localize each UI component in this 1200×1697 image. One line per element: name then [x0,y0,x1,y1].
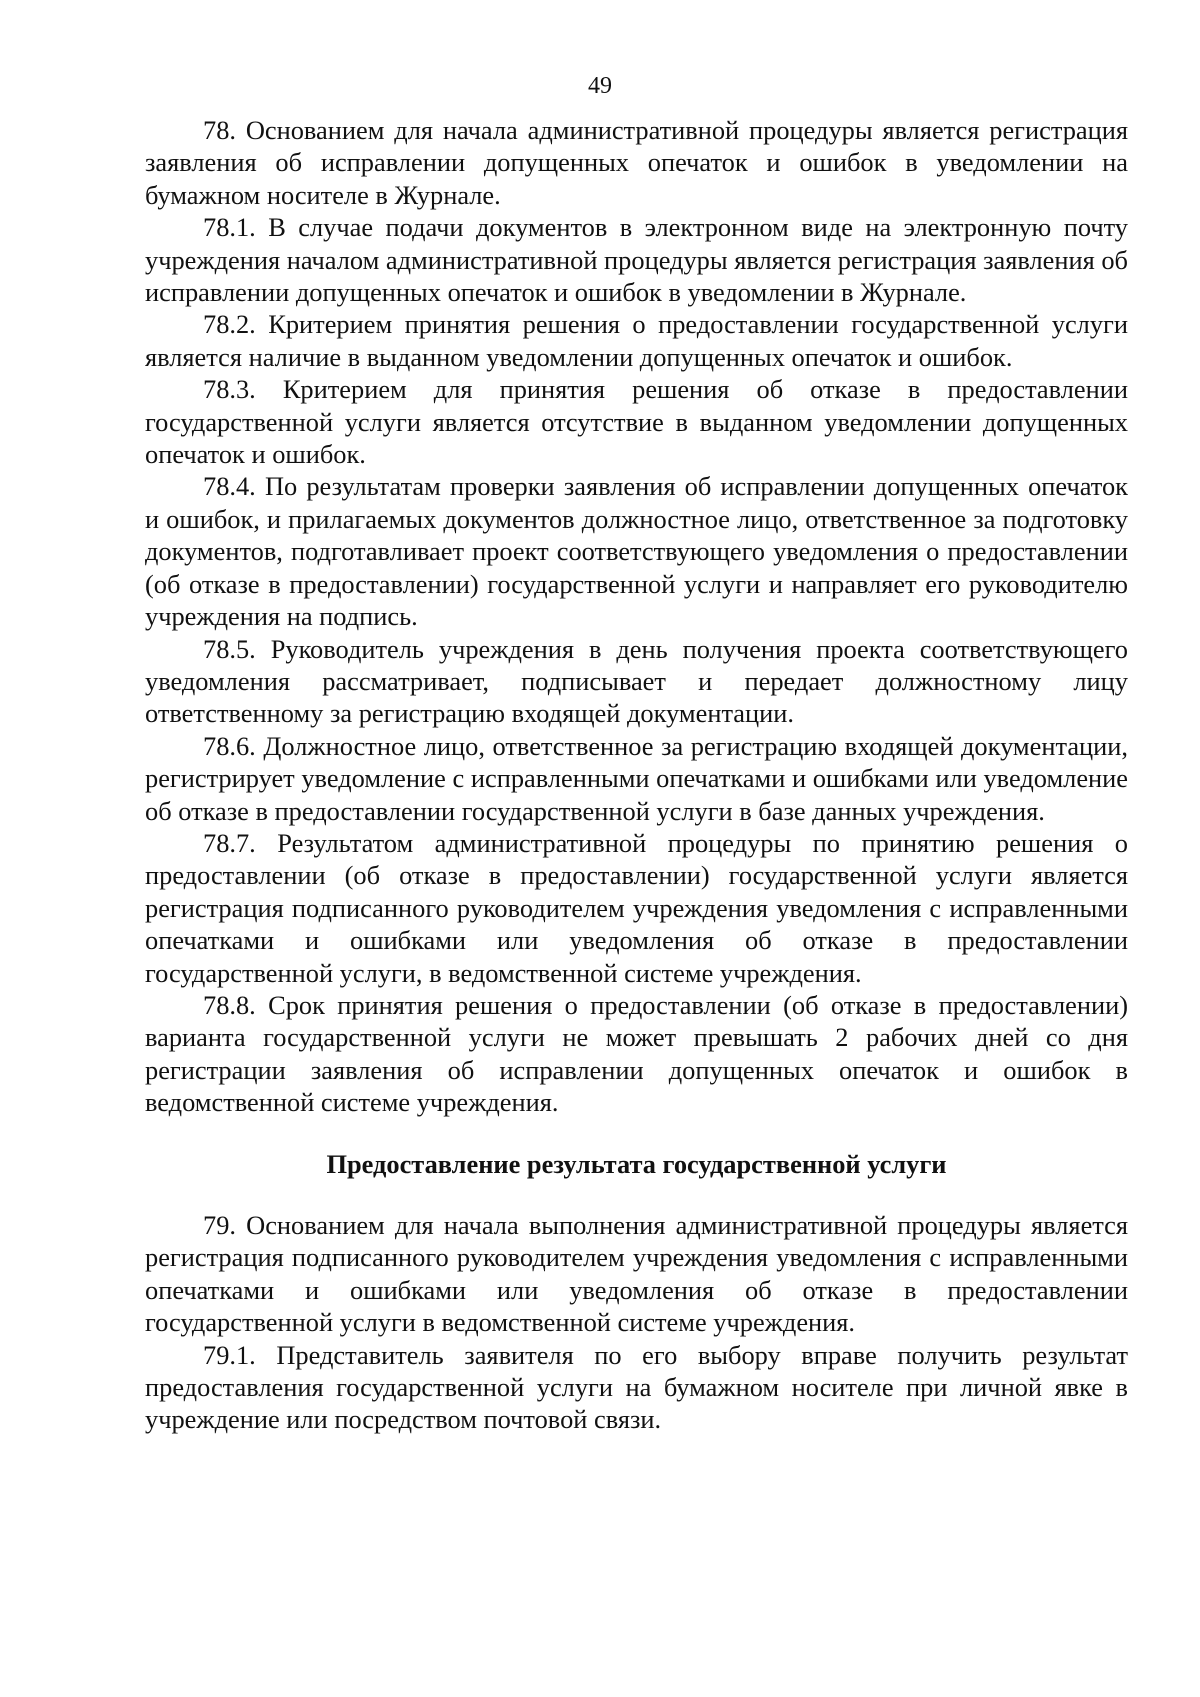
paragraph-78-7: 78.7. Результатом административной процедуры по принятию решения о предоставлении (об отказе в предоставлении) государственной услуги является регистрация подписанного руководителем учреждения уведомления с исправленными опечатками и ошибками или уведомления об отказе в предоставлении государственной услуги, в ведомственной системе учреждения. [145,827,1128,988]
page-number: 49 [588,73,612,99]
paragraph-78-6: 78.6. Должностное лицо, ответственное за регистрацию входящей документации, регистрирует уведомление с исправленными опечатками и ошибками или уведомление об отказе в предоставлении государственной услуги в базе данных учреждения. [145,730,1128,826]
paragraph-78-2: 78.2. Критерием принятия решения о предоставлении государственной услуги является наличие в выданном уведомлении допущенных опечаток и ошибок. [145,309,1128,372]
paragraph-78-8: 78.8. Срок принятия решения о предоставлении (об отказе в предоставлении) варианта государственной услуги не может превышать 2 рабочих дней со дня регистрации заявления об исправлении допущенных опечаток и ошибок в ведомственной системе учреждения. [145,989,1128,1118]
paragraph-78-5: 78.5. Руководитель учреждения в день получения проекта соответствующего уведомления рассматривает, подписывает и передает должностному лицу ответственному за регистрацию входящей документации. [145,633,1128,729]
paragraph-78-1: 78.1. В случае подачи документов в электронном виде на электронную почту учреждения началом административной процедуры является регистрация заявления об исправлении допущенных опечаток и ошибок в уведомлении в Журнале. [145,212,1128,308]
paragraph-79: 79. Основанием для начала выполнения административной процедуры является регистрация подписанного руководителем учреждения уведомления с исправленными опечатками и ошибками или уведомления об отказе в предоставлении государственной услуги в ведомственной системе учреждения. [145,1210,1128,1338]
paragraph-78-4: 78.4. По результатам проверки заявления об исправлении допущенных опечаток и ошибок, и прилагаемых документов должностное лицо, ответственное за подготовку документов, подготавливает проект соответствующего уведомления о предоставлении (об отказе в предоставлении) государственной услуги и направляет его руководителю учреждения на подпись. [145,471,1128,632]
section-heading: Предоставление результата государственной услуги [326,1148,947,1179]
paragraph-78: 78. Основанием для начала административной процедуры является регистрация заявления об исправлении допущенных опечаток и ошибок в уведомлении на бумажном носителе в Журнале. [145,115,1128,210]
paragraph-78-3: 78.3. Критерием для принятия решения об отказе в предоставлении государственной услуги является отсутствие в выданном уведомлении допущенных опечаток и ошибок. [145,374,1128,470]
paragraph-79-1: 79.1. Представитель заявителя по его выбору вправе получить результат предоставления государственной услуги на бумажном носителе при личной явке в учреждение или посредством почтовой связи. [145,1339,1128,1435]
document-body [145,114,1128,1436]
